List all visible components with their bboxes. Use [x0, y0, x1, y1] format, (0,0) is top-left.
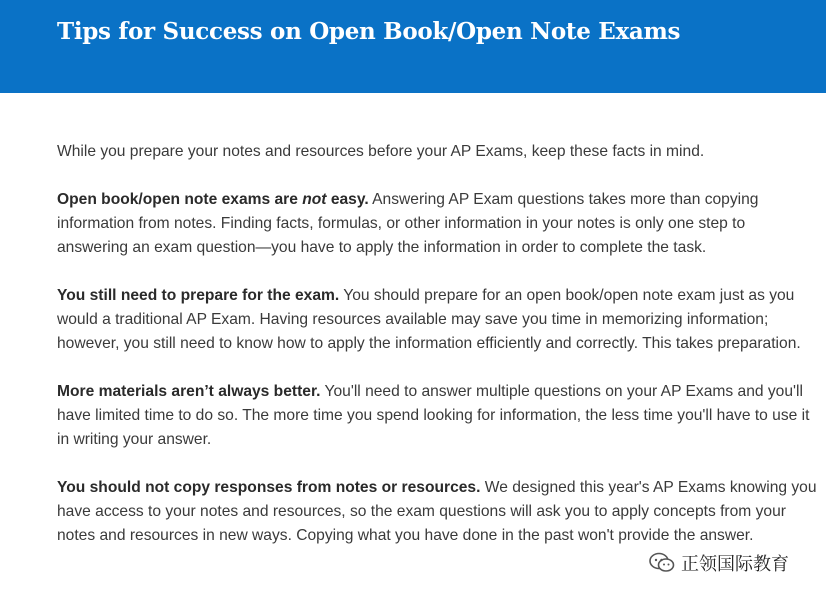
tip-lead-4: You should not copy responses from notes or resources. [57, 479, 481, 496]
tip-paragraph-2 [57, 284, 817, 356]
tip-lead-1 [57, 191, 369, 208]
tip-paragraph-4 [57, 476, 817, 548]
wechat-icon [649, 552, 675, 574]
tip-body-1: Answering AP Exam questions takes more than copying information from notes. Finding facts, formulas, or other information in your notes is only one step to answering an exam question—you have to apply the information in order to complete the task. [57, 191, 759, 256]
tip-lead-3: More materials aren’t always better. [57, 383, 321, 400]
header-banner [0, 0, 826, 93]
tip-lead-2: You still need to prepare for the exam. [57, 287, 340, 304]
tip-lead-1-end: easy. [326, 191, 369, 208]
watermark-text: 正领国际教育 [681, 554, 789, 575]
tip-lead-1-emphasis: not [302, 191, 327, 208]
tip-body-4: We designed this year's AP Exams knowing you have access to your notes and resources, so the exam questions will ask you to apply concepts from your notes and resources in new ways. Copying what you have done in the past won't provide the answer. [57, 479, 817, 544]
watermark [645, 548, 793, 578]
article-body [57, 140, 817, 572]
tip-paragraph-3 [57, 380, 817, 452]
tip-paragraph-1 [57, 188, 817, 260]
tip-body-3: You'll need to answer multiple questions on your AP Exams and you'll have limited time to do so. The more time you spend looking for information, the less time you'll have to use it in writing your answer. [57, 383, 810, 448]
page-title: Tips for Success on Open Book/Open Note Exams [57, 18, 681, 45]
tip-body-2: You should prepare for an open book/open note exam just as you would a traditional AP Exam. Having resources available may save you time in memorizing information; however, you still need to know how to apply the information efficiently and correctly. This takes preparation. [57, 287, 801, 352]
tip-lead-1-start: Open book/open note exams are [57, 191, 303, 208]
intro-paragraph: While you prepare your notes and resources before your AP Exams, keep these facts in mind. [57, 143, 705, 160]
